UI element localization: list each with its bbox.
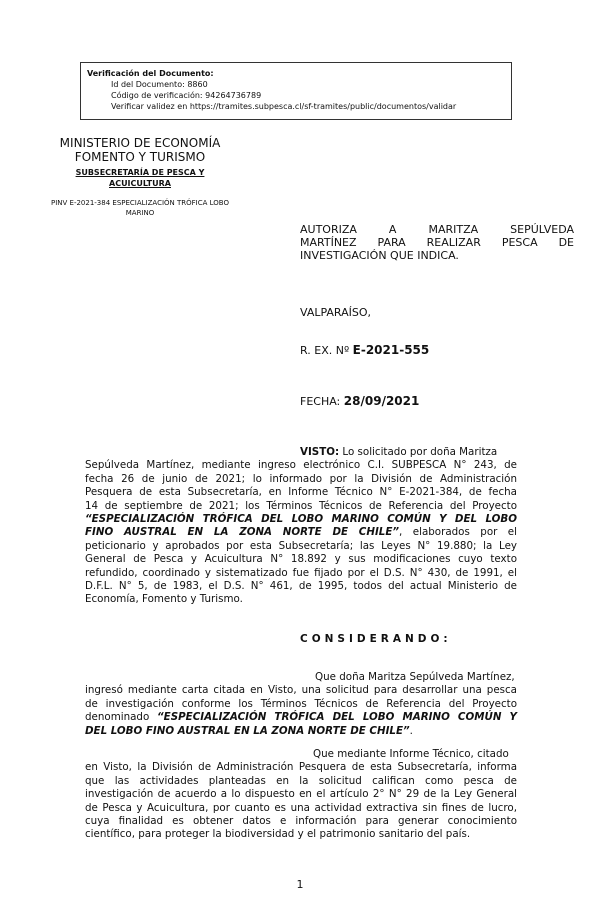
considerando-2: [85, 748, 517, 842]
visto-line: Economía, Fomento y Turismo.: [85, 593, 243, 606]
ministry-line-1: MINISTERIO DE ECONOMÍA: [59, 136, 221, 150]
considerando-heading: CONSIDERANDO:: [300, 633, 452, 645]
project-title: “ESPECIALIZACIÓN TRÓFICA DEL LOBO MARINO COMÚN Y: [157, 711, 517, 724]
verification-code: • Código de verificación: 94264736789: [111, 90, 505, 101]
project-title-end: FINO AUSTRAL EN LA ZONA NORTE DE CHILE”: [85, 526, 400, 539]
visto-line: Sepúlveda Martínez, mediante ingreso electrónico C.I. SUBPESCA N° 243, de: [85, 459, 517, 472]
c1-line: [85, 711, 517, 724]
visto-line: peticionario y aprobados por esta Subsecretaría; las Leyes N° 19.880; la Ley: [85, 539, 517, 552]
c2-line: científico, para proteger la biodiversidad y el patrimonio sanitario del país.: [85, 828, 471, 841]
c2-line: investigación de acuerdo a lo dispuesto en el artículo 2° N° 29 de la Ley General: [85, 788, 517, 801]
visto-line: fecha 26 de junio de 2021; lo informado por la División de Administración: [85, 472, 517, 485]
resolution-subject: [300, 223, 574, 262]
visto-line: refundido, coordinado y sistematizado fue fijado por el D.S. N° 430, de 1991, el: [85, 566, 517, 579]
verification-doc-id: • Id del Documento: 8860: [111, 79, 505, 90]
visto-lead: VISTO:: [300, 446, 340, 458]
c2-line: de Pesca y Acuicultura, por cuanto es una actividad extractiva sin fines de lucro,: [85, 801, 517, 814]
place: VALPARAÍSO,: [300, 306, 372, 319]
c1-text: .: [409, 724, 413, 737]
subsecretaria-line-2: ACUICULTURA: [109, 179, 171, 188]
c2-line: cuya finalidad es obtener datos e información para generar conocimiento: [85, 815, 517, 828]
subject-line-2: MARTÍNEZ PARA REALIZAR PESCA DE: [300, 236, 574, 249]
c2-line: Que mediante Informe Técnico, citado: [313, 748, 509, 760]
visto-text: , elaborados por el: [399, 526, 517, 539]
considerando-1: [85, 671, 517, 738]
visto-line: “ESPECIALIZACIÓN TRÓFICA DEL LOBO MARINO COMÚN Y DEL LOBO: [85, 513, 517, 526]
project-title-end: DEL LOBO FINO AUSTRAL EN LA ZONA NORTE DE CHILE”: [85, 724, 410, 737]
visto-line: 14 de septiembre de 2021; los Términos Técnicos de Referencia del Proyecto: [85, 499, 517, 512]
visto-paragraph: [85, 446, 517, 607]
subject-line-3: INVESTIGACIÓN QUE INDICA.: [300, 249, 459, 262]
date-value: 28/09/2021: [343, 394, 420, 408]
pinv-line-1: PINV E-2021-384 ESPECIALIZACIÓN TRÓFICA LOBO: [50, 199, 229, 207]
resolution-label: R. EX. Nº: [300, 344, 350, 357]
resolution-number: [300, 343, 429, 357]
c1-line: ingresó mediante carta citada en Visto, una solicitud para desarrollar una pesca: [85, 684, 517, 697]
visto-line: D.F.L. N° 5, de 1983, el D.S. N° 461, de 1995, todos del actual Ministerio de: [85, 580, 517, 593]
subsecretaria-heading: [60, 167, 220, 189]
date-label: FECHA:: [300, 395, 341, 408]
pinv-line-2: MARINO: [125, 209, 155, 217]
resolution-date: [300, 394, 419, 408]
c1-text: denominado: [85, 711, 158, 724]
c1-line: de investigación conforme los Términos Técnicos de Referencia del Proyecto: [85, 697, 517, 710]
visto-line: General de Pesca y Acuicultura N° 18.892 y sus modificaciones cuyo texto: [85, 553, 517, 566]
verification-title: Verificación del Documento:: [87, 69, 214, 78]
verification-box: [80, 62, 512, 120]
verification-list: [87, 79, 505, 112]
visto-line: Pesquera de esta Subsecretaría, en Informe Técnico N° E-2021-384, de fecha: [85, 486, 517, 499]
resolution-value: E-2021-555: [352, 343, 430, 357]
pinv-reference: [30, 198, 250, 218]
c2-line: en Visto, la División de Administración Pesquera de esta Subsecretaría, informa: [85, 761, 517, 774]
subsecretaria-line-1: SUBSECRETARÍA DE PESCA Y: [75, 168, 205, 177]
ministry-line-2: FOMENTO Y TURISMO: [74, 150, 206, 164]
visto-text: Lo solicitado por doña Maritza: [339, 446, 498, 458]
page-number: 1: [296, 878, 304, 891]
subject-line-1: AUTORIZA A MARITZA SEPÚLVEDA: [300, 223, 574, 236]
ministry-heading: [40, 136, 240, 164]
visto-line: [85, 446, 517, 459]
c2-line: que las actividades planteadas en la solicitud califican como pesca de: [85, 774, 517, 787]
verification-link[interactable]: • Verificar validez en https://tramites.subpesca.cl/sf-tramites/public/documentos/validar: [111, 101, 505, 112]
c1-line: [85, 725, 517, 738]
visto-line: [85, 526, 517, 539]
c1-line: Que doña Maritza Sepúlveda Martínez,: [315, 671, 515, 683]
